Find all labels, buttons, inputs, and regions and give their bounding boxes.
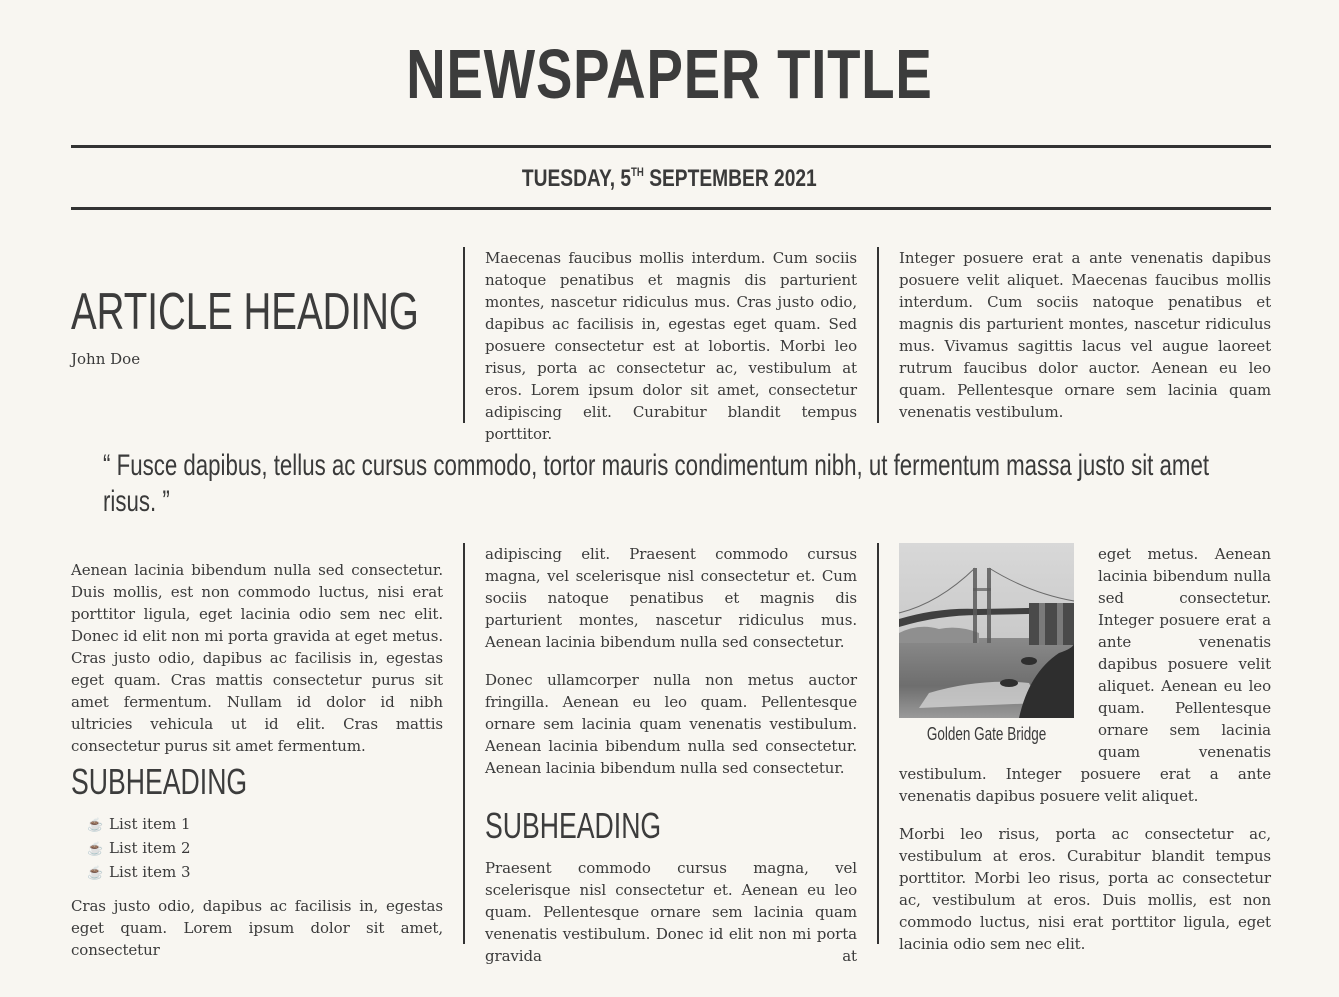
list-item-label: List item 1 — [109, 815, 191, 833]
column-divider — [463, 543, 465, 944]
paragraph: adipiscing elit. Praesent commodo cursus magna, vel scelerisque nisl consectetur et. Cum sociis natoque penatibus et magnis dis parturient montes, nascetur ridiculus mus. Aenean lacinia bibendum nulla sed consectetur. — [485, 545, 857, 651]
list-item — [87, 837, 191, 861]
article-author: John Doe — [71, 350, 141, 368]
subheading: SUBHEADING — [71, 761, 248, 802]
list-item-label: List item 3 — [109, 863, 191, 881]
bullet-list — [87, 813, 191, 885]
coffee-cup-icon: ☕ — [87, 818, 104, 833]
masthead-bottom-rule — [71, 207, 1271, 210]
top-column-3 — [899, 247, 1271, 423]
article-heading: ARTICLE HEADING — [71, 283, 419, 341]
column-divider — [877, 543, 879, 944]
bottom-column-2-continued — [485, 857, 857, 965]
bottom-column-2 — [485, 543, 857, 779]
photo-caption-text: Golden Gate Bridge — [926, 724, 1047, 744]
coffee-cup-icon: ☕ — [87, 866, 104, 881]
bottom-column-1 — [71, 559, 443, 757]
dateline — [0, 164, 1339, 194]
date-suffix: SEPTEMBER 2021 — [644, 165, 817, 192]
pull-quote: “ Fusce dapibus, tellus ac cursus commodo, tortor mauris condimentum nibh, ut fermentum massa justo sit amet risus. ” — [103, 449, 1210, 518]
photo-float-space — [899, 543, 1098, 763]
masthead-top-rule — [71, 145, 1271, 148]
paragraph: eget metus. Aenean lacinia bibendum nulla sed consectetur. Integer posuere erat a ante venenatis dapibus posuere velit aliquet. Aenean eu leo quam. Pellentesque ornare sem lacinia quam venenatis vestibulum. Integer posuere erat a ante venenatis dapibus posuere velit aliquet. — [899, 545, 1271, 805]
paragraph: Aenean lacinia bibendum nulla sed consectetur. Duis mollis, est non commodo luctus, nisi erat porttitor ligula, eget lacinia odio sem nec elit. Donec id elit non mi porta gravida at eget metus. Cras justo odio, dapibus ac facilisis in, egestas eget quam. Cras mattis consectetur purus sit amet fermentum. Nullam id dolor id nibh ultricies vehicula ut id elit. Cras mattis consectetur purus sit amet fermentum. — [71, 561, 443, 755]
subheading: SUBHEADING — [485, 805, 662, 846]
newspaper-title: NEWSPAPER TITLE — [406, 35, 933, 113]
paragraph: Maecenas faucibus mollis interdum. Cum sociis natoque penatibus et magnis dis parturient montes, nascetur ridiculus mus. Cras justo odio, dapibus ac facilisis in, egestas eget quam. Sed posuere consectetur est at lobortis. Morbi leo risus, porta ac consectetur ac, vestibulum at eros. Lorem ipsum dolor sit amet, consectetur adipiscing elit. Curabitur blandit tempus porttitor. — [485, 249, 857, 443]
coffee-cup-icon: ☕ — [87, 842, 104, 857]
date-text — [522, 164, 817, 194]
paragraph: Integer posuere erat a ante venenatis dapibus posuere velit aliquet. Maecenas faucibus mollis interdum. Cum sociis natoque penatibus et magnis dis parturient montes, nascetur ridiculus mus. Vivamus sagittis lacus vel augue laoreet rutrum faucibus dolor auctor. Aenean eu leo quam. Pellentesque ornare sem lacinia quam venenatis vestibulum. — [899, 249, 1271, 421]
list-item — [87, 861, 191, 885]
bottom-column-1-continued — [71, 895, 443, 959]
paragraph: Praesent commodo cursus magna, vel scelerisque nisl consectetur et. Aenean eu leo quam. Pellentesque ornare sem lacinia quam venenatis vestibulum. Donec id elit non mi porta gravida at — [485, 859, 857, 965]
paragraph: Morbi leo risus, porta ac consectetur ac, vestibulum at eros. Curabitur blandit tempus porttitor. Morbi leo risus, porta ac consectetur ac, vestibulum at eros. Duis mollis, est non commodo luctus, nisi erat porttitor ligula, eget lacinia odio sem nec elit. — [899, 825, 1271, 953]
column-divider — [463, 247, 465, 423]
list-item-label: List item 2 — [109, 839, 191, 857]
paragraph: Donec ullamcorper nulla non metus auctor fringilla. Aenean eu leo quam. Pellentesque ornare sem lacinia quam venenatis vestibulum. Aenean lacinia bibendum nulla sed consectetur. Aenean lacinia bibendum nulla sed consectetur. — [485, 671, 857, 777]
bottom-column-3 — [899, 543, 1271, 955]
column-divider — [877, 247, 879, 423]
date-prefix: TUESDAY, 5 — [522, 165, 632, 192]
paragraph: Cras justo odio, dapibus ac facilisis in, egestas eget quam. Lorem ipsum dolor sit amet, consectetur — [71, 897, 443, 959]
masthead — [0, 34, 1339, 114]
list-item — [87, 813, 191, 837]
date-ordinal: TH — [631, 165, 645, 179]
top-column-2 — [485, 247, 857, 445]
